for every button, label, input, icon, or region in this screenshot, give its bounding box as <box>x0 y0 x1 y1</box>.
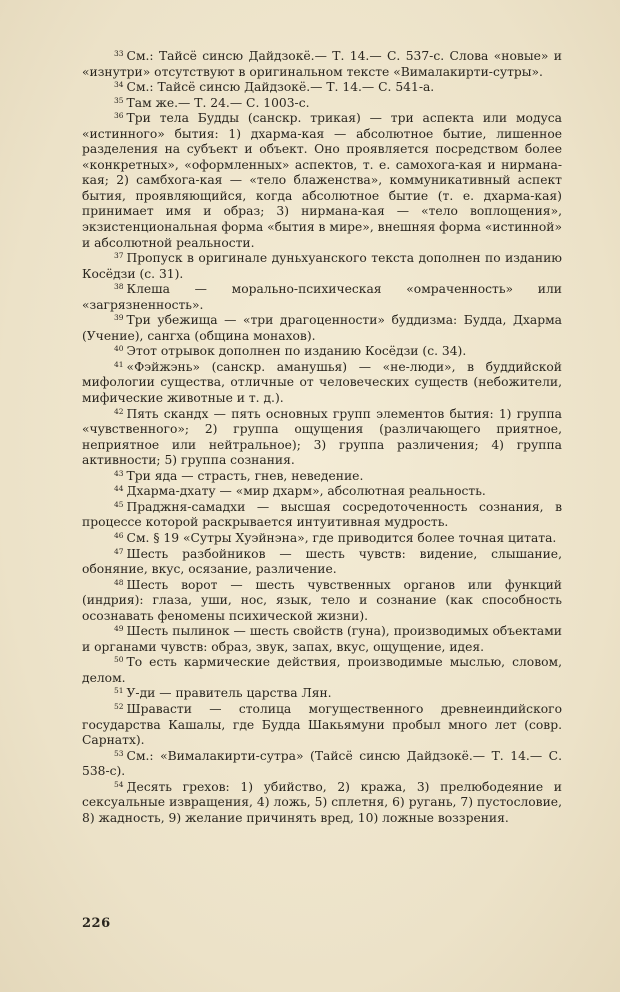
note-number: 46 <box>114 530 124 540</box>
endnote <box>82 251 562 282</box>
note-number: 53 <box>114 748 124 758</box>
note-text: Пять скандх — пять основных групп элементов бытия: 1) группа «чувственного»; 2) группа ощущения (различающего приятное, неприятное или нейтральное); 3) группа различения; 4) группа активности; 5) группа сознания. <box>82 406 562 468</box>
note-text: Пропуск в оригинале дуньхуанского текста дополнен по изданию Косёдзи (с. 31). <box>82 251 562 281</box>
endnote <box>82 80 562 96</box>
endnote <box>82 547 562 578</box>
endnote <box>82 749 562 780</box>
note-number: 41 <box>114 359 124 369</box>
note-number: 36 <box>114 111 124 121</box>
note-number: 50 <box>114 655 124 665</box>
endnote <box>82 702 562 749</box>
endnote <box>82 313 562 344</box>
note-text: Десять грехов: 1) убийство, 2) кража, 3) прелюбодеяние и сексуальные извращения, 4) ложь, 5) сплетня, 6) ругань, 7) пустословие, 8) жадность, 9) желание причинять вред, 10) ложные воззрения. <box>82 779 562 825</box>
endnote <box>82 484 562 500</box>
note-text: Три убежища — «три драгоценности» буддизма: Будда, Дхарма (Учение), сангха (община монахов). <box>82 313 562 343</box>
note-number: 52 <box>114 701 124 711</box>
note-text: См. § 19 «Сутры Хуэйнэна», где приводится более точная цитата. <box>126 530 557 545</box>
note-number: 38 <box>114 282 124 292</box>
note-text: См.: Тайсё синсю Дайдзокё.— Т. 14.— С. 541-а. <box>126 80 435 95</box>
endnote <box>82 282 562 313</box>
note-number: 49 <box>114 624 124 634</box>
note-text: Клеша — морально-психическая «омраченность» или «загрязненность». <box>82 282 562 312</box>
note-text: «Фэйжэнь» (санскр. аманушья) — «не-люди», в буддийской мифологии существа, отличные от человеческих существ (небожители, мифические животные и т. д.). <box>82 359 562 406</box>
endnote <box>82 344 562 360</box>
note-text: Шравасти — столица могущественного древнеиндийского государства Кашалы, где Будда Шакьямуни пробыл много лет (совр. Сарнатх). <box>82 701 562 748</box>
note-text: Шесть разбойников — шесть чувств: видение, слышание, обоняние, вкус, осязание, различение. <box>82 546 562 577</box>
note-number: 51 <box>114 686 124 696</box>
note-text: См.: Тайсё синсю Дайдзокё.— Т. 14.— С. 537-с. Слова «новые» и «изнутри» отсутствуют в оригинальном тексте «Вималакирти-сутры». <box>82 49 562 79</box>
note-text: См.: «Вималакирти-сутра» (Тайсё синсю Дайдзокё.— Т. 14.— С. 538-с). <box>82 748 562 779</box>
endnote <box>82 469 562 485</box>
endnote <box>82 531 562 547</box>
note-text: Три яда — страсть, гнев, неведение. <box>126 468 364 483</box>
note-text: У-ди — правитель царства Лян. <box>126 686 332 701</box>
endnote <box>82 49 562 80</box>
note-number: 54 <box>114 779 124 789</box>
endnote <box>82 407 562 469</box>
endnote <box>82 624 562 655</box>
note-number: 35 <box>114 95 124 105</box>
endnote <box>82 686 562 702</box>
endnote <box>82 655 562 686</box>
note-number: 34 <box>114 80 124 90</box>
note-text: Шесть пылинок — шесть свойств (гуна), производимых объектами и органами чувств: образ, звук, запах, вкус, ощущение, идея. <box>82 624 562 654</box>
note-text: Там же.— Т. 24.— С. 1003-с. <box>126 95 310 110</box>
endnote <box>82 360 562 407</box>
endnote <box>82 578 562 625</box>
note-number: 44 <box>114 484 124 494</box>
note-text: Дхарма-дхату — «мир дхарм», абсолютная реальность. <box>126 484 486 499</box>
note-number: 47 <box>114 546 124 556</box>
endnote <box>82 111 562 251</box>
note-text: То есть кармические действия, производимые мыслью, словом, делом. <box>82 655 562 685</box>
page-number: 226 <box>82 916 111 931</box>
note-text: Этот отрывок дополнен по изданию Косёдзи (с. 34). <box>126 344 467 359</box>
note-number: 33 <box>114 49 124 58</box>
endnote <box>82 96 562 112</box>
note-number: 39 <box>114 313 124 323</box>
note-number: 42 <box>114 406 124 416</box>
note-number: 37 <box>114 251 124 261</box>
note-number: 40 <box>114 344 124 354</box>
endnote <box>82 780 562 827</box>
note-text: Три тела Будды (санскр. трикая) — три аспекта или модуса «истинного» бытия: 1) дхарма-кая — абсолютное бытие, лишенное разделения на субъект и объект. Оно проявляется посредством более «конкретных», «оформленных» аспектов, т. е. самохога-кая и нирмана-кая; 2) самбхога-кая — «тело блаженства», коммуникативный аспект бытия, проявляющийся, когда абсолютное бытие (т. е. дхарма-кая) принимает имя и образ; 3) нирмана-кая — «тело воплощения», экзистенциональная форма «бытия в мире», внешняя форма «истинной» и абсолютной реальности. <box>82 111 562 250</box>
note-text: Праджня-самадхи — высшая сосредоточенность сознания, в процессе которой раскрывается интуитивная мудрость. <box>82 499 562 530</box>
note-number: 45 <box>114 499 124 509</box>
endnote <box>82 500 562 531</box>
endnotes <box>82 49 562 826</box>
note-number: 48 <box>114 577 124 587</box>
note-text: Шесть ворот — шесть чувственных органов или функций (индрия): глаза, уши, нос, язык, тело и сознание (как способность осознавать феномены психической жизни). <box>82 577 562 623</box>
note-number: 43 <box>114 468 124 478</box>
